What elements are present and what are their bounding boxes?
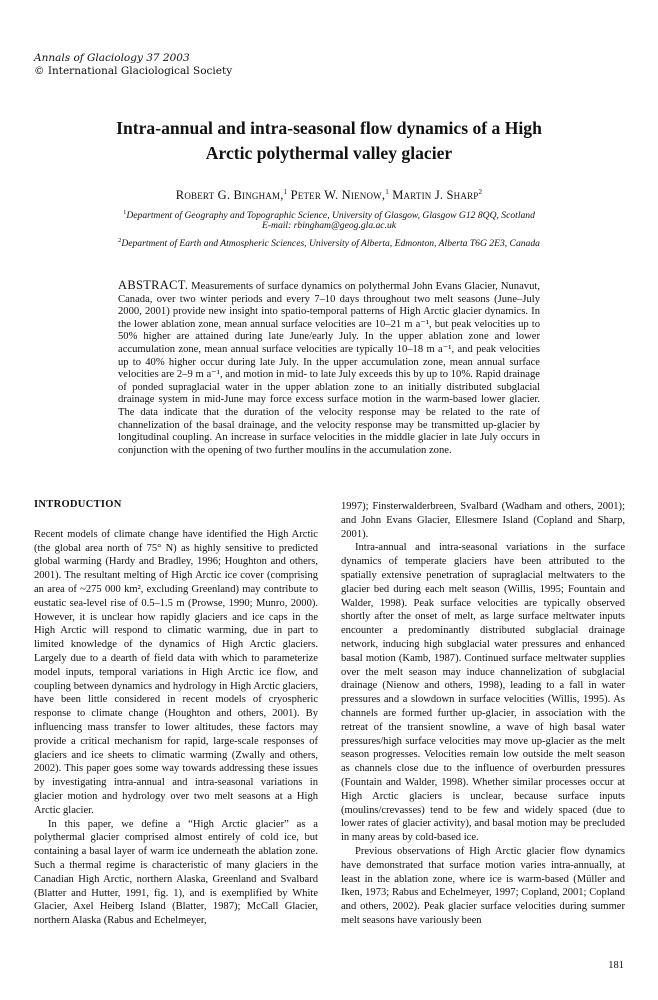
abstract [118, 279, 540, 457]
affiliation-1-mark: 1 [123, 209, 127, 216]
title-line-1: Intra-annual and intra-seasonal flow dynamics of a High [116, 118, 542, 138]
affiliation-2-text: Department of Earth and Atmospheric Sciences, University of Alberta, Edmonton, Alberta T6G 2E3, Canada [121, 238, 540, 250]
intro-paragraph-2: In this paper, we define a “High Arctic glacier” as a polythermal glacier comprised almost entirely of cold ice, but containing a basal layer of warm ice underneath the ablation zone. Such a thermal regime is characteristic of many glaciers in the Canadian High Arctic, northern Alaska, Greenland and Svalbard (Blatter and Hutter, 1991, fig. 1), and is exemplified by White Glacier, Axel Heiberg Island (Blatter, 1987); McCall Glacier, northern Alaska (Rabus and Echelmeyer, [34, 818, 318, 927]
affiliation-2-mark: 2 [118, 237, 122, 244]
author-1: Robert G. Bingham, [175, 188, 284, 203]
left-column [34, 498, 318, 928]
section-heading-introduction: INTRODUCTION [34, 499, 122, 510]
author-3: Martin J. Sharp [392, 188, 479, 203]
intro-paragraph-4: Previous observations of High Arctic glacier flow dynamics have demonstrated that surface motion varies intra-annually, at least in the ablation zone, where ice is warm-based (Müller and Iken, 1973; Rabus and Echelmeyer, 1997; Copland, 2001; Copland and others, 2002). Peak glacier surface velocities during summer melt seasons have variously been [341, 845, 625, 926]
abstract-text: Measurements of surface dynamics on polythermal John Evans Glacier, Nunavut, Canada, over two winter periods and every 7–10 days throughout two melt seasons (June–July 2000, 2001) provide new insight into spatio-temporal patterns of High Arctic glacier dynamics. In the lower ablation zone, mean annual surface velocities are 10–21 m a⁻¹, but peak velocities up to 50% higher are attained during late June/early July. In the upper ablation zone and lower accumulation zone, mean annual surface velocities are typically 10–18 m a⁻¹, and peak velocities up to 40% higher occur during late July. In the upper accumulation zone, mean annual surface velocities are 2–9 m a⁻¹, and motion in mid- to late July exceeds this by up to 10%. Rapid drainage of ponded supraglacial water in the upper ablation zone to an initially distributed subglacial drainage system in mid-June may force excess surface motion in the warm-based lower glacier. The data indicate that the duration of the velocity response may be related to the rate of channelization of the basal drainage, and the velocity response may be transmitted up-glacier by longitudinal coupling. An increase in surface velocities in the middle glacier in late July occurs in conjunction with the opening of two further moulins in the accumulation zone. [118, 281, 540, 456]
right-column [341, 500, 625, 928]
title-line-2: Arctic polythermal valley glacier [205, 143, 453, 163]
author-2-affil-mark: 1 [385, 188, 389, 196]
abstract-label: ABSTRACT. [118, 278, 189, 292]
affiliation-2 [0, 235, 658, 250]
intro-paragraph-3: Intra-annual and intra-seasonal variations in the surface dynamics of temperate glaciers have been attributed to the spatially extensive penetration of supraglacial meltwaters to the glacier bed during each melt season (Willis, 1995; Fountain and Walder, 1998). Peak surface velocities are typically observed shortly after the onset of melt, as large surface meltwater inputs encounter a predominantly distributed subglacial drainage network, inducing high subglacial water pressures and enhanced basal motion (Kamb, 1987). Continued surface meltwater supplies over the melt season may induce channelization of subglacial drainage (Nienow and others, 1998), leading to a fall in water pressures and a slowdown in surface velocities (Willis, 1995). As channels are formed further up-glacier, in association with the retreat of the transient snowline, a wave of high basal water pressures/high surface velocities may move up-glacier as the melt season progresses. Velocities remain low outside the melt season as channels close due to the influence of overburden pressures (Fountain and Walder, 1998). Whether similar processes occur at High Arctic glaciers is unclear, because surface inputs (moulins/crevasses) tend to be few and widely spaced (due to lower rates of glacier activity), and basal motion may be precluded in many areas by cold-based ice. [341, 542, 625, 844]
journal-header [34, 52, 232, 78]
page-number: 181 [608, 960, 624, 971]
journal-name: Annals of Glaciology 37 2003 [34, 52, 190, 64]
intro-paragraph-2-continued: 1997); Finsterwalderbreen, Svalbard (Wadham and others, 2001); and John Evans Glacier, Ellesmere Island (Copland and Sharp, 2001). [341, 501, 625, 540]
author-2: Peter W. Nienow, [290, 188, 386, 203]
author-list [0, 188, 658, 203]
intro-paragraph-1: Recent models of climate change have identified the High Arctic (the global area north of 75° N) as highly sensitive to predicted global warming (Hardy and Bradley, 1996; Houghton and others, 2001). The resultant melting of High Arctic ice cover (comprising an area of ~275 000 km², excluding Greenland) may contribute to eustatic sea-level rise of 0.5–1.5 m (Prowse, 1990; Munro, 2000). However, it is unclear how rapidly glaciers and ice caps in the High Arctic will respond to climatic warming, due in part to limited knowledge of the dynamics of High Arctic glaciers. Largely due to a dearth of field data with which to parameterize model inputs, temporal variations in High Arctic ice flow, and coupling between dynamics and hydrology in High Arctic glaciers, have been little considered in recent models of cryospheric response to climate change (Houghton and others, 2001). By influencing mass transfer to lower altitudes, these factors may provide a critical mechanism for rapid, large-scale responses of glaciers and ice sheets to climatic warming (Zwally and others, 2002). This paper goes some way towards addressing these issues by investigating intra-annual and intra-seasonal variations in glacier motion and hydrology over two melt seasons at a High Arctic glacier. [34, 528, 318, 816]
author-email: E-mail: rbingham@geog.gla.ac.uk [261, 220, 397, 231]
affiliation-1-text: Department of Geography and Topographic Science, University of Glasgow, Glasgow G12 8QQ, Scotland [126, 210, 535, 222]
author-3-affil-mark: 2 [478, 188, 483, 196]
author-1-affil-mark: 1 [283, 188, 288, 196]
paper-title [30, 116, 628, 166]
journal-copyright: © International Glaciological Society [34, 65, 233, 77]
